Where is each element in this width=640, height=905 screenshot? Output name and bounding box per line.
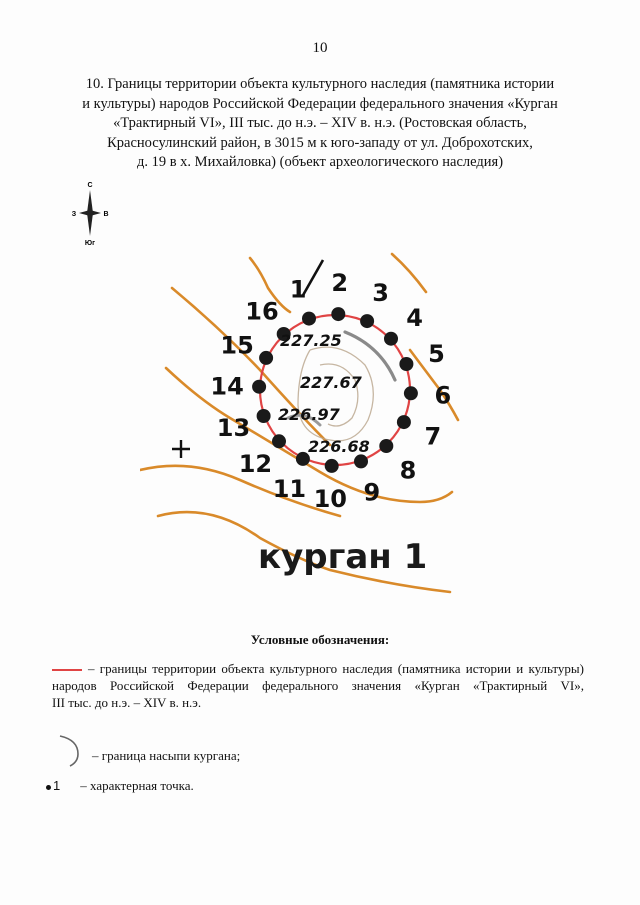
elevation-label: 227.25 <box>280 331 342 350</box>
compass-west-label: З <box>71 211 77 218</box>
title-line: «Трактирный VI», III тыс. до н.э. – XIV в. н.э. (Ростовская область, <box>113 115 527 131</box>
point-label: 2 <box>331 269 349 298</box>
title-line: д. 19 в х. Михайловка) (объект археологического наследия) <box>136 154 504 170</box>
legend-title: Условные обозначения: <box>250 632 390 647</box>
point-label: 4 <box>406 304 423 332</box>
point-label: 10 <box>313 484 348 513</box>
point-label: 11 <box>272 474 307 503</box>
elevation-label: 226.97 <box>278 405 340 424</box>
compass-cross-icon <box>79 210 101 216</box>
legend-mound-entry <box>56 728 356 768</box>
characteristic-point <box>257 409 271 423</box>
mound-contours <box>298 347 373 441</box>
point-label: 13 <box>216 413 251 442</box>
elevation-label: 226.68 <box>308 437 370 456</box>
title-line: 10. Границы территории объекта культурного наследия (памятника истории <box>85 76 555 92</box>
page-title <box>60 75 580 173</box>
site-map <box>140 240 480 600</box>
point-label: 5 <box>428 340 445 369</box>
mound-label: курган 1 <box>258 537 428 577</box>
legend-point-sample: 1 <box>53 778 61 793</box>
characteristic-point <box>331 307 345 321</box>
point-label: 6 <box>434 381 452 410</box>
legend-line <box>52 660 584 677</box>
point-dot-icon <box>46 785 51 790</box>
point-label: 9 <box>363 478 381 507</box>
point-label: 1 <box>289 275 307 304</box>
characteristic-point <box>404 386 418 400</box>
point-label: 7 <box>424 422 442 451</box>
legend-point-entry <box>46 778 194 794</box>
title-line: Красносулинский район, в 3015 м к юго-западу от ул. Доброхотских, <box>107 134 533 151</box>
contour-line <box>392 254 426 292</box>
legend-line: народов Российской Федерации федерального значения «Курган «Трактирный VI», <box>52 678 584 693</box>
legend-text: – границы территории объекта культурного наследия (памятника истории и культуры) <box>88 661 584 676</box>
mound-arc-icon <box>56 728 86 768</box>
characteristic-point <box>399 357 413 371</box>
characteristic-point <box>384 332 398 346</box>
point-label: 16 <box>245 297 279 326</box>
compass-east-label: В <box>103 211 109 218</box>
point-label: 12 <box>238 450 273 478</box>
legend-text: – граница насыпи кургана; <box>92 748 241 763</box>
point-label: 3 <box>372 279 389 308</box>
compass-south-label: Юг <box>84 240 96 247</box>
characteristic-point <box>360 314 374 328</box>
legend-text: – характерная точка. <box>80 778 194 793</box>
title-line: и культуры) народов Российской Федерации федерального значения «Курган <box>82 95 558 112</box>
mound-contour <box>298 347 373 441</box>
elevation-label: 227.67 <box>300 373 362 392</box>
characteristic-point <box>397 415 411 429</box>
red-line-swatch <box>52 669 82 671</box>
compass-rose <box>68 178 118 248</box>
point-label: 14 <box>210 372 244 401</box>
plus-marker-icon <box>172 440 190 458</box>
characteristic-point <box>354 454 368 468</box>
characteristic-point <box>252 380 266 394</box>
characteristic-point <box>302 312 316 326</box>
legend-line: III тыс. до н.э. – XIV в. н.э. <box>52 695 202 710</box>
point-label: 8 <box>399 456 417 485</box>
point-label: 15 <box>220 331 254 360</box>
characteristic-point <box>379 439 393 453</box>
page-number: 10 <box>312 40 328 56</box>
characteristic-point <box>259 351 273 365</box>
characteristic-point <box>272 434 286 448</box>
legend-boundary-entry <box>52 660 584 711</box>
characteristic-point <box>325 459 339 473</box>
compass-north-label: С <box>87 182 93 189</box>
